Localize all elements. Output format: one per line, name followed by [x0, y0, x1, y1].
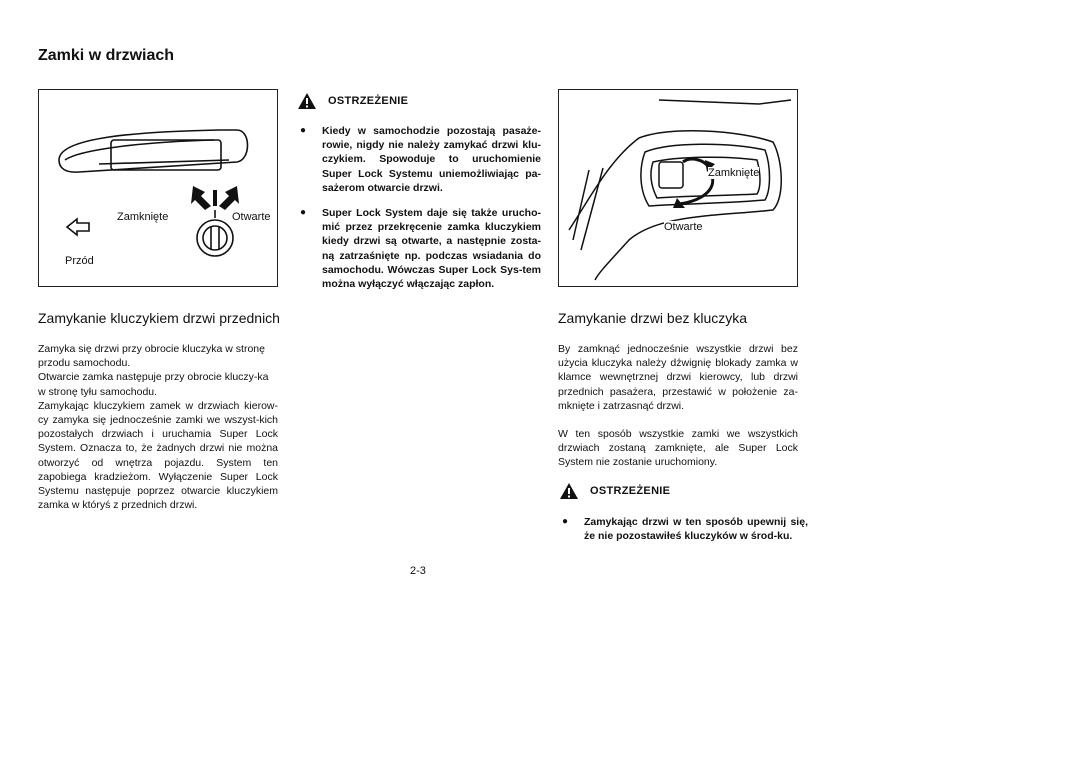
warning-triangle-icon [560, 483, 578, 499]
figure-key-lock [38, 89, 278, 287]
warning-header [560, 482, 808, 500]
label-locked: Zamknięte [117, 211, 169, 223]
warning-bullet-text: Super Lock System daje się także urucho-mić przez przekręcenie zamka kluczykiem kiedy drzwi są otwarte, a następnie zosta-ną zatrzaśnięte np. podczas wsiadania do samochodu. Wówczas Super Lock Sys-tem można wyłączyć włączając zapłon. [322, 207, 541, 291]
page-number: 2-3 [410, 565, 426, 577]
warning-bullet [560, 515, 808, 543]
paragraph: Otwarcie zamka następuje przy obrocie kluczy-ka w stronę tyłu samochodu. [38, 371, 269, 398]
bullet-dot-icon: ● [562, 516, 569, 527]
label-unlocked: Otwarte [664, 221, 703, 233]
warning-bullet [298, 124, 541, 195]
paragraph: Zamyka się drzwi przy obrocie kluczyka w stronę przodu samochodu. [38, 343, 265, 370]
warning-bullet-text: Zamykając drzwi w ten sposób upewnij się, że nie pozostawiłeś kluczyków w środ-ku. [584, 516, 808, 543]
bullet-dot-icon: ● [300, 125, 307, 136]
warning-bullet-text: Kiedy w samochodzie pozostają pasaże-rowie, nigdy nie należy zamykać drzwi klu-czykiem. Spowoduje to uruchomienie Super Lock Systemu uniemożliwiając pa-sażerom otwarcie drzwi. [322, 125, 541, 194]
paragraph: Zamykając kluczykiem zamek w drzwiach kierow-cy zamyka się jednocześnie zamki we wszyst-kich pozostałych drzwiach i uruchamia Super Lock System. Oznacza to, że żadnych drzwi nie można otworzyć od wnętrza pojazdu. System ten zapobiega kradzieżom. Wyłączenie Super Lock Systemu następuje poprzez otwarcie kluczykiem zamka w któryś z przednich drzwi. [38, 399, 278, 512]
bullet-dot-icon: ● [300, 207, 307, 219]
warning-block-bottom [560, 482, 808, 543]
warning-list [560, 515, 808, 543]
section-title-keyless-locking: Zamykanie drzwi bez kluczyka [558, 310, 748, 326]
paragraph: W ten sposób wszystkie zamki we wszystkich drzwiach zostaną zamknięte, ale Super Lock System nie zostanie uruchomiony. [558, 428, 798, 469]
label-front: Przód [65, 255, 94, 267]
warning-title: OSTRZEŻENIE [328, 95, 409, 107]
warning-block-top [298, 92, 541, 291]
page-title: Zamki w drzwiach [38, 47, 175, 64]
warning-title: OSTRZEŻENIE [590, 485, 671, 497]
label-unlocked: Otwarte [232, 211, 271, 223]
warning-bullet [298, 206, 541, 291]
figure-interior-lever [558, 89, 798, 287]
warning-list [298, 124, 541, 291]
label-locked: Zamknięte [708, 167, 760, 179]
section-body-keyless-locking [558, 342, 798, 470]
section-title-key-locking: Zamykanie kluczykiem drzwi przednich [38, 310, 280, 326]
warning-header [298, 92, 541, 110]
section-body-key-locking [38, 342, 278, 512]
warning-triangle-icon [298, 93, 316, 109]
paragraph: By zamknąć jednocześnie wszystkie drzwi bez użycia kluczyka należy dźwignię blokady zamka w klamce wewnętrznej drzwi kierowcy, lub drzwi przednich pasażera, przestawić w położenie za-mknięte i zatrzasnąć drzwi. [558, 343, 798, 412]
interior-handle-illustration [559, 90, 799, 288]
